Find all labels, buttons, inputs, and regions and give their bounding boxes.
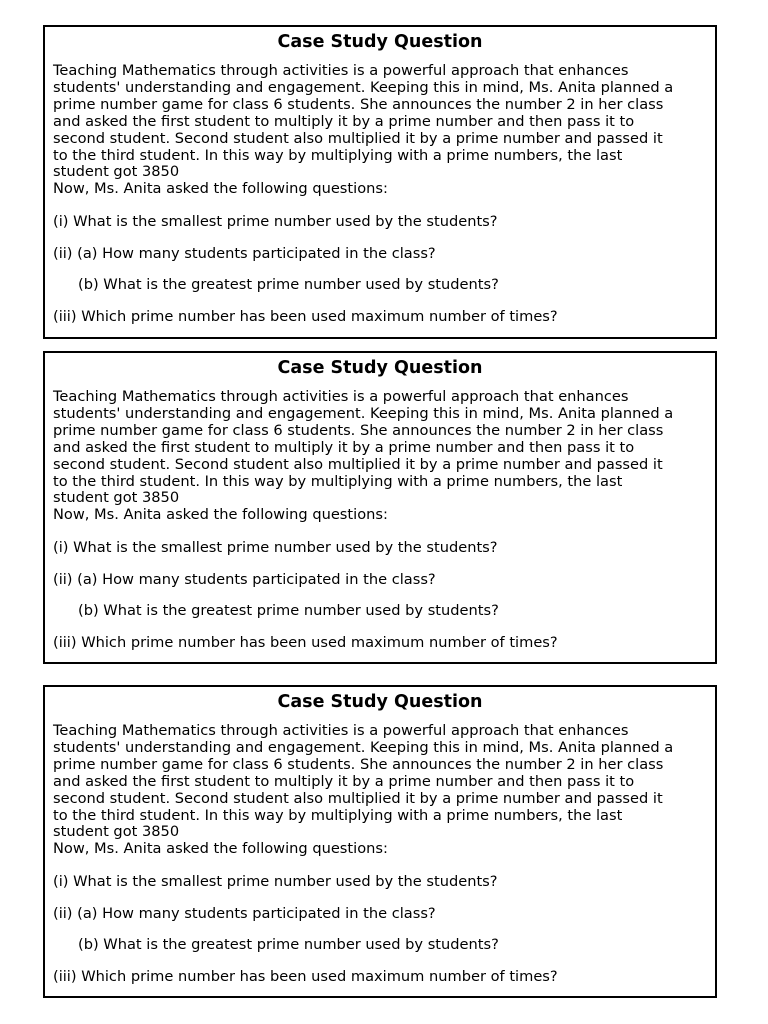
passage-line: student got 3850 xyxy=(53,489,180,507)
passage-line: to the third student. In this way by multiplying with a prime numbers, the last xyxy=(53,806,623,824)
passage-line: Now, Ms. Anita asked the following questions: xyxy=(53,506,388,524)
passage-line: second student. Second student also multiplied it by a prime number and passed it xyxy=(53,455,663,473)
question-iii: (iii) Which prime number has been used maximum number of times? xyxy=(53,634,558,651)
question-ii-b: (b) What is the greatest prime number used by students? xyxy=(78,276,499,293)
question-ii-a: (ii) (a) How many students participated in the class? xyxy=(53,905,436,922)
question-i: (i) What is the smallest prime number used by the students? xyxy=(53,539,498,556)
passage-line: and asked the first student to multiply it by a prime number and then pass it to xyxy=(53,438,635,456)
passage-line: second student. Second student also multiplied it by a prime number and passed it xyxy=(53,129,663,147)
case-study-card-3 xyxy=(43,685,717,998)
question-ii-a: (ii) (a) How many students participated in the class? xyxy=(53,571,436,588)
card-title: Case Study Question xyxy=(277,692,483,712)
passage-line: to the third student. In this way by multiplying with a prime numbers, the last xyxy=(53,146,623,164)
case-study-card-1 xyxy=(43,25,717,339)
passage-line: Now, Ms. Anita asked the following questions: xyxy=(53,180,388,198)
passage-line: prime number game for class 6 students. She announces the number 2 in her class xyxy=(53,421,664,439)
case-passage xyxy=(53,63,717,198)
passage-line: to the third student. In this way by multiplying with a prime numbers, the last xyxy=(53,472,623,490)
passage-line: and asked the first student to multiply it by a prime number and then pass it to xyxy=(53,112,635,130)
case-passage xyxy=(53,389,717,524)
passage-line: prime number game for class 6 students. She announces the number 2 in her class xyxy=(53,95,664,113)
question-i: (i) What is the smallest prime number used by the students? xyxy=(53,873,498,890)
question-ii-a: (ii) (a) How many students participated in the class? xyxy=(53,245,436,262)
question-ii-b: (b) What is the greatest prime number used by students? xyxy=(78,936,499,953)
card-title: Case Study Question xyxy=(277,32,483,52)
question-iii: (iii) Which prime number has been used maximum number of times? xyxy=(53,968,558,985)
passage-line: Teaching Mathematics through activities is a powerful approach that enhances xyxy=(53,722,629,739)
passage-line: prime number game for class 6 students. She announces the number 2 in her class xyxy=(53,755,664,773)
passage-line: Now, Ms. Anita asked the following questions: xyxy=(53,840,388,858)
case-passage xyxy=(53,723,717,858)
case-study-card-2 xyxy=(43,351,717,664)
passage-line: second student. Second student also multiplied it by a prime number and passed it xyxy=(53,789,663,807)
passage-line: student got 3850 xyxy=(53,163,180,181)
question-i: (i) What is the smallest prime number used by the students? xyxy=(53,213,498,230)
passage-line: and asked the first student to multiply it by a prime number and then pass it to xyxy=(53,772,635,790)
passage-line: Teaching Mathematics through activities is a powerful approach that enhances xyxy=(53,388,629,405)
card-title: Case Study Question xyxy=(277,358,483,378)
question-ii-b: (b) What is the greatest prime number used by students? xyxy=(78,602,499,619)
passage-line: students' understanding and engagement. Keeping this in mind, Ms. Anita planned a xyxy=(53,738,674,756)
passage-line: students' understanding and engagement. Keeping this in mind, Ms. Anita planned a xyxy=(53,404,674,422)
passage-line: students' understanding and engagement. Keeping this in mind, Ms. Anita planned a xyxy=(53,78,674,96)
question-iii: (iii) Which prime number has been used maximum number of times? xyxy=(53,308,558,325)
passage-line: Teaching Mathematics through activities is a powerful approach that enhances xyxy=(53,62,629,79)
passage-line: student got 3850 xyxy=(53,823,180,841)
